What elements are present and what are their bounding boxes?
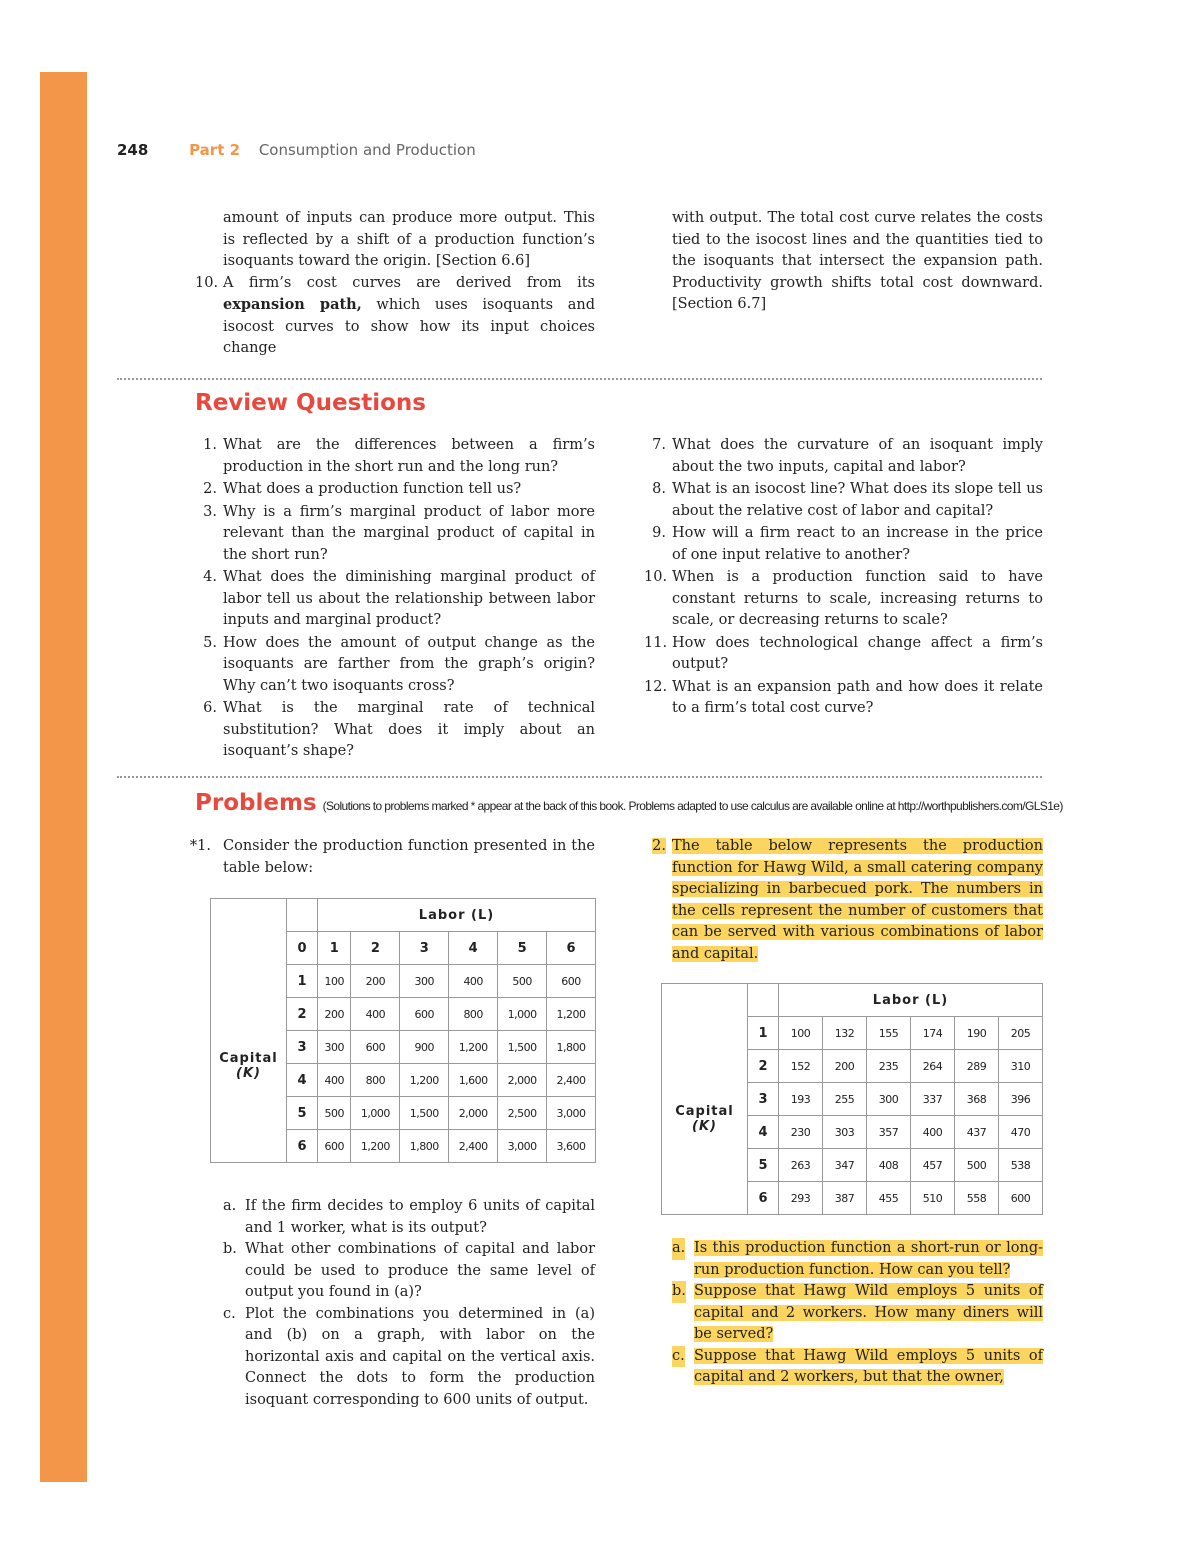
output-cell: 337 [911, 1083, 955, 1116]
output-cell: 235 [867, 1050, 911, 1083]
output-cell: 357 [867, 1116, 911, 1149]
problems-heading [195, 790, 1063, 816]
problem-part [223, 1239, 595, 1304]
question-text: How does the amount of output change as the isoquants are farther from the graph’s origin? Why can’t two isoquants cross? [223, 634, 595, 694]
output-cell: 263 [779, 1149, 823, 1182]
question-number: 5. [203, 634, 217, 651]
part-label: Part 2 [189, 141, 241, 159]
corner-cell [748, 984, 779, 1017]
output-cell: 255 [823, 1083, 867, 1116]
production-table-2 [661, 983, 1043, 1215]
part-text: Suppose that Hawg Wild employs 5 units of capital and 2 workers. How many diners will be served? [694, 1283, 1043, 1342]
question-text: What is the marginal rate of technical substitution? What does it imply about an isoquant’s shape? [223, 700, 595, 759]
question-text: What are the differences between a firm’s production in the short run and the long run? [223, 437, 595, 475]
output-cell: 310 [999, 1050, 1043, 1083]
question-number: 9. [652, 525, 666, 541]
output-cell: 3,000 [498, 1130, 547, 1163]
output-cell: 600 [351, 1031, 400, 1064]
output-cell: 400 [351, 998, 400, 1031]
output-cell: 538 [999, 1149, 1043, 1182]
problem-number: *1. [189, 838, 211, 854]
summary-item-10 [195, 273, 595, 360]
capital-unit-header: 6 [287, 1130, 318, 1163]
problem-1 [189, 836, 595, 880]
review-question [195, 698, 595, 763]
review-question [195, 567, 595, 632]
output-cell: 600 [547, 965, 596, 998]
running-header [117, 141, 476, 159]
part-text: Plot the combinations you determined in (a) and (b) on a graph, with labor on the horizontal axis and capital on the vertical axis. Connect the dots to form the production isoquant corresponding to 600 units of output. [245, 1305, 595, 1408]
output-cell: 1,200 [449, 1031, 498, 1064]
section-divider [117, 776, 1042, 778]
output-cell: 2,000 [498, 1064, 547, 1097]
review-question [644, 677, 1043, 720]
output-cell: 1,200 [351, 1130, 400, 1163]
labor-unit-header: 0 [287, 932, 318, 965]
section-divider [117, 378, 1042, 380]
item-text-before: A firm’s cost curves are derived from its [223, 274, 595, 291]
output-cell: 2,500 [498, 1097, 547, 1130]
summary-right-column [672, 208, 1043, 316]
output-cell: 3,000 [547, 1097, 596, 1130]
output-cell: 100 [318, 965, 351, 998]
review-question [644, 567, 1043, 632]
output-cell: 200 [318, 998, 351, 1031]
output-cell: 190 [955, 1017, 999, 1050]
output-cell: 1,600 [449, 1064, 498, 1097]
problem-part [223, 1196, 595, 1239]
summary-left-column [195, 208, 595, 361]
output-cell: 205 [999, 1017, 1043, 1050]
output-cell: 1,800 [547, 1031, 596, 1064]
problem-part [672, 1281, 1043, 1346]
question-number: 4. [203, 569, 217, 585]
orange-margin-bar [40, 72, 87, 1482]
table-header-row [662, 984, 1043, 1017]
question-text: What is an expansion path and how does it relate to a firm’s total cost curve? [672, 678, 1043, 716]
output-cell: 3,600 [547, 1130, 596, 1163]
output-cell: 347 [823, 1149, 867, 1182]
output-cell: 2,000 [449, 1097, 498, 1130]
capital-label: Capital [675, 1104, 734, 1119]
review-question [195, 502, 595, 567]
capital-axis-label [662, 984, 748, 1215]
item-text-after: which uses isoquants and isocost curves to show how its input choices change [223, 297, 596, 356]
output-cell: 303 [823, 1116, 867, 1149]
part-text: If the firm decides to employ 6 units of capital and 1 worker, what is its output? [245, 1198, 595, 1236]
output-cell: 132 [823, 1017, 867, 1050]
question-text: What is an isocost line? What does its slope tell us about the relative cost of labor and capital? [672, 481, 1043, 519]
labor-unit-header: 5 [498, 932, 547, 965]
capital-unit-header: 6 [748, 1182, 779, 1215]
capital-unit-header: 3 [287, 1031, 318, 1064]
output-cell: 437 [955, 1116, 999, 1149]
output-cell: 500 [318, 1097, 351, 1130]
output-cell: 900 [400, 1031, 449, 1064]
output-cell: 200 [823, 1050, 867, 1083]
question-number: 11. [644, 634, 668, 651]
review-left-column [195, 435, 595, 764]
part-text: What other combinations of capital and labor could be used to produce the same level of output you found in (a)? [245, 1241, 595, 1300]
labor-unit-header: 4 [449, 932, 498, 965]
question-text: How does technological change affect a firm’s output? [672, 634, 1043, 672]
output-cell: 155 [867, 1017, 911, 1050]
output-cell: 400 [318, 1064, 351, 1097]
labor-axis-label: Labor (L) [779, 984, 1043, 1017]
problem-part [672, 1238, 1043, 1281]
capital-unit-header: 5 [287, 1097, 318, 1130]
capital-unit-header: 1 [748, 1017, 779, 1050]
labor-unit-header: 3 [400, 932, 449, 965]
output-cell: 396 [999, 1083, 1043, 1116]
problem-2-parts [672, 1238, 1043, 1389]
output-cell: 558 [955, 1182, 999, 1215]
question-text: When is a production function said to have constant returns to scale, increasing returns to scale, or decreasing returns to scale? [672, 569, 1043, 628]
output-cell: 1,800 [400, 1130, 449, 1163]
question-text: What does the curvature of an isoquant imply about the two inputs, capital and labor? [672, 437, 1043, 475]
capital-unit-header: 3 [748, 1083, 779, 1116]
output-cell: 1,200 [547, 998, 596, 1031]
problem-2-stem [644, 836, 1043, 965]
review-questions-heading: Review Questions [195, 390, 426, 416]
output-cell: 600 [400, 998, 449, 1031]
output-cell: 174 [911, 1017, 955, 1050]
review-question [644, 435, 1043, 478]
question-number: 6. [203, 700, 217, 716]
part-text: Is this production function a short-run or long-run production function. How can you tell? [694, 1240, 1043, 1278]
question-text: What does a production function tell us? [223, 481, 522, 497]
output-cell: 600 [999, 1182, 1043, 1215]
output-cell: 408 [867, 1149, 911, 1182]
problem-1-stem [189, 836, 595, 879]
term-expansion-path: expansion path, [223, 296, 362, 313]
problem-2 [644, 836, 1043, 966]
review-question [195, 633, 595, 698]
output-cell: 200 [351, 965, 400, 998]
review-question [644, 523, 1043, 566]
labor-unit-header: 1 [318, 932, 351, 965]
table-header-row [211, 899, 596, 932]
capital-axis-label [211, 899, 287, 1163]
capital-label: Capital [219, 1050, 278, 1066]
summary-right-continuation: with output. The total cost curve relates the costs tied to the isocost lines and the quantities tied to the isoquants that intersect the expansion path. Productivity growth shifts total cost downward. [Section 6.7] [672, 210, 1043, 312]
question-text: How will a firm react to an increase in the price of one input relative to another? [672, 525, 1043, 563]
output-cell: 2,400 [547, 1064, 596, 1097]
output-cell: 1,500 [498, 1031, 547, 1064]
chapter-title: Consumption and Production [258, 141, 476, 159]
problem-part [672, 1346, 1043, 1389]
review-question [644, 479, 1043, 522]
part-letter: a. [223, 1198, 237, 1214]
output-cell: 264 [911, 1050, 955, 1083]
page-number: 248 [117, 141, 149, 159]
labor-axis-label: Labor (L) [318, 899, 596, 932]
review-question [644, 633, 1043, 676]
capital-unit-header: 2 [748, 1050, 779, 1083]
output-cell: 510 [911, 1182, 955, 1215]
output-cell: 457 [911, 1149, 955, 1182]
output-cell: 293 [779, 1182, 823, 1215]
question-number: 12. [644, 678, 668, 695]
review-right-column [644, 435, 1043, 721]
labor-unit-header: 2 [351, 932, 400, 965]
output-cell: 230 [779, 1116, 823, 1149]
output-cell: 300 [867, 1083, 911, 1116]
part-letter: c. [223, 1305, 236, 1322]
output-cell: 300 [400, 965, 449, 998]
problem-part [223, 1304, 595, 1412]
capital-unit-header: 4 [748, 1116, 779, 1149]
capital-symbol: (K) [236, 1065, 261, 1081]
question-text: Why is a firm’s marginal product of labor more relevant than the marginal product of capital in the short run? [223, 503, 595, 563]
output-cell: 800 [351, 1064, 400, 1097]
labor-unit-header: 6 [547, 932, 596, 965]
part-text: Suppose that Hawg Wild employs 5 units of capital and 2 workers, but that the owner, [694, 1347, 1043, 1385]
problems-title: Problems [195, 790, 317, 816]
output-cell: 193 [779, 1083, 823, 1116]
part-letter: b. [672, 1281, 686, 1303]
output-cell: 455 [867, 1182, 911, 1215]
output-cell: 400 [911, 1116, 955, 1149]
problems-note: (Solutions to problems marked * appear at the back of this book. Problems adapted to use calculus are available online at http://worthpublishers.com/GLS1e) [322, 799, 1063, 813]
output-cell: 2,400 [449, 1130, 498, 1163]
problem-1-parts [223, 1196, 595, 1411]
output-cell: 100 [779, 1017, 823, 1050]
output-cell: 1,200 [400, 1064, 449, 1097]
question-number: 10. [644, 569, 668, 585]
corner-cell [287, 899, 318, 932]
capital-unit-header: 5 [748, 1149, 779, 1182]
question-number: 2. [203, 481, 217, 497]
output-cell: 289 [955, 1050, 999, 1083]
output-cell: 800 [449, 998, 498, 1031]
production-table-1 [210, 898, 596, 1163]
output-cell: 470 [999, 1116, 1043, 1149]
output-cell: 500 [955, 1149, 999, 1182]
output-cell: 300 [318, 1031, 351, 1064]
review-question [195, 435, 595, 478]
summary-left-continuation: amount of inputs can produce more output. This is reflected by a shift of a production function’s isoquants toward the origin. [Section 6.6] [223, 210, 595, 269]
part-letter: a. [672, 1238, 685, 1260]
problem-text: The table below represents the production function for Hawg Wild, a small catering company specializing in barbecued pork. The numbers in the cells represent the number of customers that can be served with various combinations of labor and capital. [672, 838, 1043, 962]
question-text: What does the diminishing marginal product of labor tell us about the relationship between labor inputs and marginal product? [223, 569, 595, 628]
output-cell: 1,000 [351, 1097, 400, 1130]
part-letter: c. [672, 1346, 685, 1368]
capital-unit-header: 1 [287, 965, 318, 998]
part-letter: b. [223, 1241, 237, 1257]
output-cell: 600 [318, 1130, 351, 1163]
output-cell: 152 [779, 1050, 823, 1083]
capital-unit-header: 4 [287, 1064, 318, 1097]
problem-text: Consider the production function presented in the table below: [223, 838, 595, 876]
output-cell: 400 [449, 965, 498, 998]
output-cell: 1,500 [400, 1097, 449, 1130]
problem-number: 2. [652, 838, 666, 854]
output-cell: 500 [498, 965, 547, 998]
question-number: 7. [652, 437, 666, 453]
output-cell: 387 [823, 1182, 867, 1215]
output-cell: 368 [955, 1083, 999, 1116]
capital-symbol: (K) [692, 1119, 717, 1134]
question-number: 8. [652, 481, 666, 497]
output-cell: 1,000 [498, 998, 547, 1031]
review-question [195, 479, 595, 501]
question-number: 3. [203, 503, 217, 520]
item-number: 10. [195, 274, 219, 291]
question-number: 1. [203, 437, 217, 453]
capital-unit-header: 2 [287, 998, 318, 1031]
